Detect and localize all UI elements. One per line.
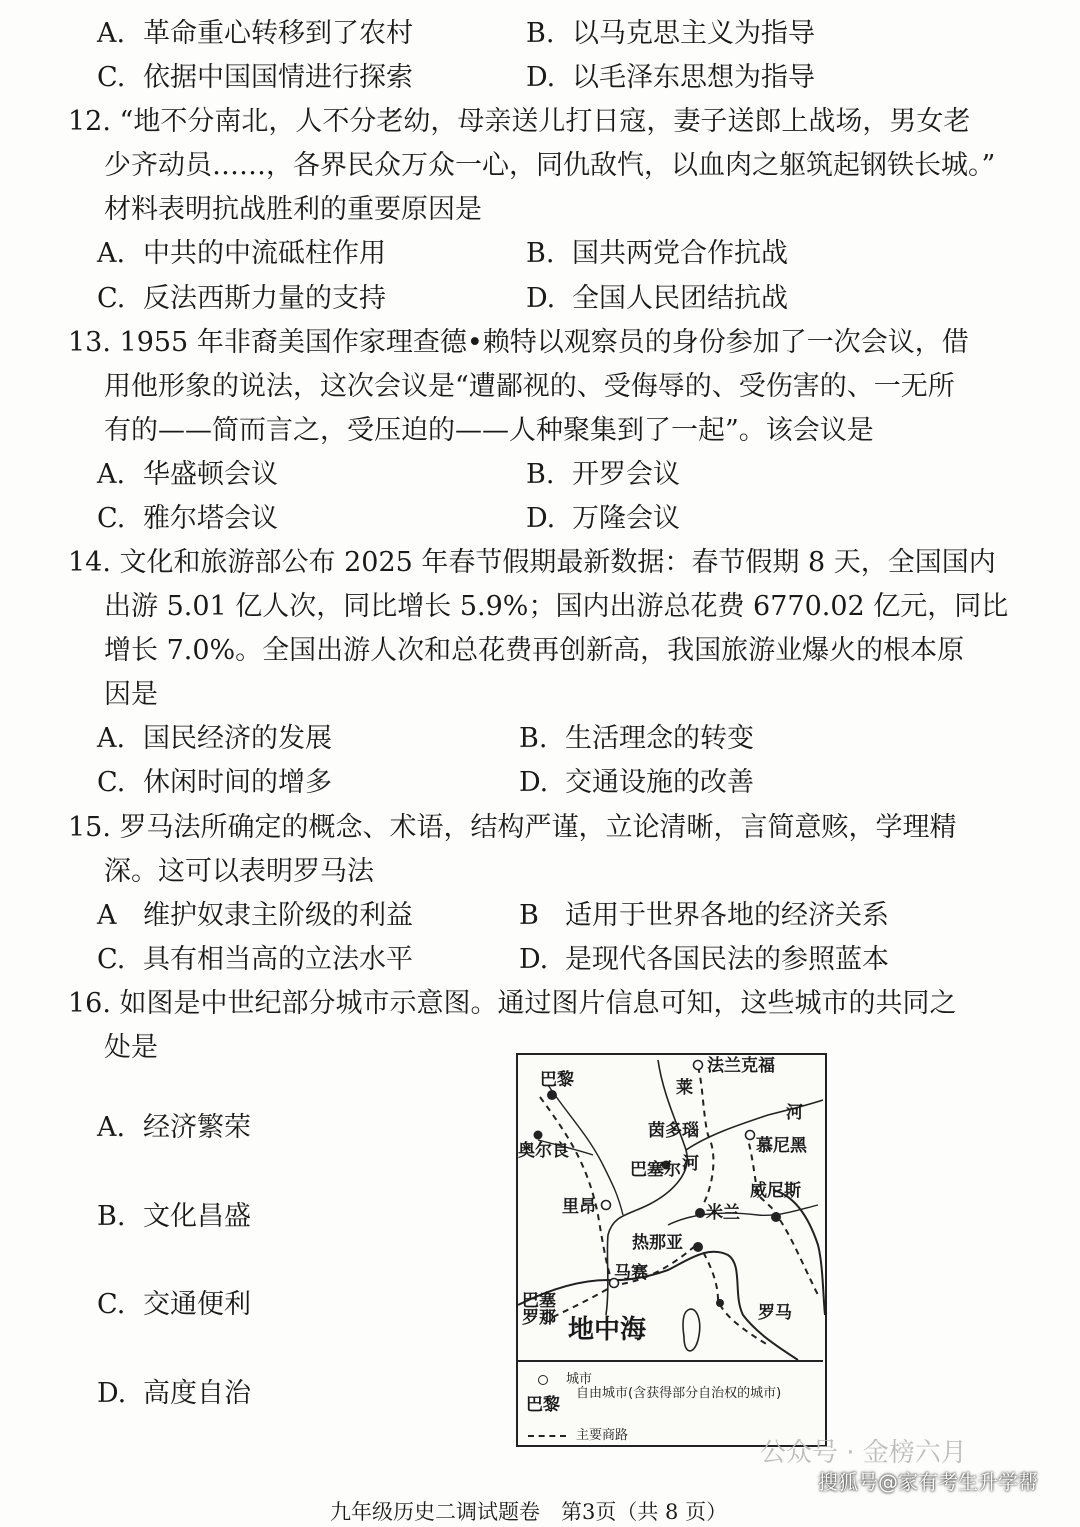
- q15-option-a: [97, 901, 413, 931]
- q13-option-b: [526, 460, 680, 490]
- medieval-cities-map: [516, 1053, 827, 1447]
- option-text: 具有相当高的立法水平: [143, 944, 413, 975]
- dashed-line-icon: [528, 1435, 566, 1437]
- map-label-paris: 巴黎: [540, 1070, 574, 1090]
- q11-option-b: [526, 19, 815, 49]
- coastline: [518, 1252, 798, 1360]
- q14-option-d: [519, 768, 754, 798]
- q14-option-c: [97, 768, 332, 798]
- option-text: 革命重心转移到了农村: [143, 18, 413, 49]
- open-circle-icon: [538, 1375, 548, 1385]
- option-key: D.: [526, 283, 556, 314]
- q11-option-c: [97, 63, 413, 93]
- option-text: 是现代各国民法的参照蓝本: [565, 944, 889, 975]
- city-marker-genoa: [693, 1242, 703, 1252]
- q14-stem-line-1: 14. 文化和旅游部公布 2025 年春节假期最新数据：春节假期 8 天，全国国内: [68, 547, 996, 578]
- option-key: D.: [519, 944, 549, 975]
- q15-option-b: [519, 901, 889, 931]
- option-text: 生活理念的转变: [565, 723, 754, 754]
- q15-stem-line-1: 15. 罗马法所确定的概念、术语，结构严谨，立论清晰，言简意赅，学理精: [68, 812, 957, 843]
- option-text: 高度自治: [143, 1378, 251, 1409]
- option-text: 反法西斯力量的支持: [143, 283, 386, 314]
- option-text: 经济繁荣: [143, 1112, 251, 1143]
- map-label-barcelona: 巴塞罗那: [522, 1291, 556, 1328]
- legend-route-label: 主要商路: [576, 1428, 629, 1443]
- city-marker-milan: [695, 1208, 705, 1218]
- q14-option-b: [519, 724, 754, 754]
- q14-stem-line-3: 增长 7.0%。全国出游人次和总花费再创新高，我国旅游业爆火的根本原: [104, 635, 965, 666]
- option-key: D.: [97, 1378, 127, 1409]
- q12-stem-line-3: 材料表明抗战胜利的重要原因是: [104, 194, 482, 225]
- legend-free-city: 自由城市(含获得部分自治权的城市): [576, 1386, 782, 1401]
- option-text: 国民经济的发展: [143, 723, 332, 754]
- legend-free-sample: 巴黎: [526, 1395, 560, 1415]
- page-footer: 九年级历史二调试题卷 第3页（共 8 页）: [330, 1500, 728, 1524]
- q16-option-c: [97, 1290, 251, 1320]
- q16-option-b: [97, 1202, 251, 1232]
- map-label-marseille: 马赛: [614, 1263, 648, 1283]
- map-label-danube: 茵多瑙: [648, 1121, 699, 1141]
- q11-option-a: [97, 19, 413, 49]
- city-marker-lyon: [602, 1201, 611, 1210]
- option-key: D.: [526, 62, 556, 93]
- adriatic-coast: [773, 1190, 825, 1315]
- q14-stem-line-2: 出游 5.01 亿人次，同比增长 5.9%；国内出游总花费 6770.02 亿元，同比: [104, 591, 1009, 622]
- option-key: B.: [519, 723, 548, 754]
- map-label-milan: 米兰: [706, 1203, 740, 1223]
- q12-option-b: [526, 239, 788, 269]
- option-key: B.: [526, 18, 555, 49]
- option-text: 万隆会议: [572, 503, 680, 534]
- option-key: B: [519, 900, 539, 931]
- sohu-source-tag: 搜狐号@家有考生升学帮: [818, 1470, 1038, 1494]
- map-label-genoa: 热那亚: [632, 1233, 683, 1253]
- q16-option-a: [97, 1113, 251, 1143]
- city-marker-venice: [771, 1212, 781, 1222]
- option-key: C.: [97, 767, 126, 798]
- city-marker-rome: [716, 1299, 724, 1307]
- map-label-mediterranean: 地中海: [568, 1315, 647, 1345]
- q13-stem-line-2: 用他形象的说法，这次会议是“遭鄙视的、受侮辱的、受伤害的、一无所: [104, 371, 955, 402]
- option-text: 依据中国国情进行探索: [143, 62, 413, 93]
- map-label-munich: 慕尼黑: [756, 1136, 807, 1156]
- q11-option-d: [526, 63, 815, 93]
- city-marker-munich: [746, 1131, 755, 1140]
- option-key: A.: [97, 1112, 126, 1143]
- option-text: 交通设施的改善: [565, 767, 754, 798]
- q13-option-d: [526, 504, 680, 534]
- option-text: 适用于世界各地的经济关系: [565, 900, 889, 931]
- map-label-frankfurt: 法兰克福: [707, 1056, 775, 1076]
- option-text: 中共的中流砥柱作用: [143, 238, 386, 269]
- q12-option-c: [97, 284, 386, 314]
- map-label-rome: 罗马: [758, 1303, 792, 1323]
- option-key: A.: [97, 459, 126, 490]
- option-text: 休闲时间的增多: [143, 767, 332, 798]
- q12-stem-line-2: 少齐动员……，各界民众万众一心，同仇敌忾，以血肉之躯筑起钢铁长城。”: [104, 150, 996, 181]
- option-text: 交通便利: [143, 1289, 251, 1320]
- option-text: 雅尔塔会议: [143, 503, 278, 534]
- legend-route: [528, 1424, 628, 1443]
- q13-stem-line-3: 有的——简而言之，受压迫的——人种聚集到了一起”。该会议是: [104, 415, 874, 446]
- map-label-lai: 莱: [676, 1078, 693, 1098]
- map-label-orleans: 奥尔良: [518, 1141, 569, 1161]
- option-text: 开罗会议: [572, 459, 680, 490]
- q15-option-c: [97, 945, 413, 975]
- option-key: D.: [526, 503, 556, 534]
- map-label-river-2: 河: [682, 1154, 699, 1174]
- option-key: C.: [97, 944, 126, 975]
- option-text: 维护奴隶主阶级的利益: [143, 900, 413, 931]
- q14-option-a: [97, 724, 332, 754]
- option-key: C.: [97, 503, 126, 534]
- option-key: A: [97, 900, 117, 931]
- wechat-watermark: 公众号 · 金榜六月: [760, 1438, 967, 1468]
- q15-stem-line-2: 深。这可以表明罗马法: [104, 856, 374, 887]
- option-text: 文化昌盛: [143, 1201, 251, 1232]
- q16-stem-line-2: 处是: [104, 1032, 158, 1063]
- option-key: C.: [97, 62, 126, 93]
- option-text: 以马克思主义为指导: [572, 18, 815, 49]
- q13-option-a: [97, 460, 278, 490]
- map-label-venice: 威尼斯: [750, 1181, 801, 1201]
- option-key: B.: [526, 459, 555, 490]
- option-key: B.: [97, 1201, 126, 1232]
- city-marker-frankfurt: [694, 1061, 703, 1070]
- map-label-lyon: 里昂: [562, 1197, 596, 1217]
- option-text: 国共两党合作抗战: [572, 238, 788, 269]
- q12-option-a: [97, 239, 386, 269]
- corsica-island: [683, 1309, 700, 1351]
- option-key: A.: [97, 723, 126, 754]
- option-text: 华盛顿会议: [143, 459, 278, 490]
- option-text: 以毛泽东思想为指导: [572, 62, 815, 93]
- city-marker-orleans: [534, 1131, 543, 1140]
- river-po: [668, 1205, 818, 1225]
- legend-city-label: 城市: [566, 1372, 593, 1387]
- q13-option-c: [97, 504, 278, 534]
- option-key: D.: [519, 767, 549, 798]
- q16-stem-line-1: 16. 如图是中世纪部分城市示意图。通过图片信息可知，这些城市的共同之: [68, 988, 957, 1019]
- legend-city: [538, 1368, 592, 1387]
- q14-stem-line-4: 因是: [104, 679, 158, 710]
- option-text: 全国人民团结抗战: [572, 283, 788, 314]
- option-key: C.: [97, 1289, 126, 1320]
- option-key: A.: [97, 18, 126, 49]
- q16-option-d: [97, 1379, 251, 1409]
- q12-option-d: [526, 284, 788, 314]
- map-label-basel: 巴塞尔: [630, 1160, 681, 1180]
- q13-stem-line-1: 13. 1955 年非裔美国作家理查德•赖特以观察员的身份参加了一次会议，借: [68, 327, 969, 358]
- q12-stem-line-1: 12. “地不分南北，人不分老幼，母亲送儿打日寇，妻子送郎上战场，男女老: [68, 106, 971, 137]
- map-label-river-1: 河: [786, 1103, 803, 1123]
- option-key: A.: [97, 238, 126, 269]
- option-key: C.: [97, 283, 126, 314]
- option-key: B.: [526, 238, 555, 269]
- q15-option-d: [519, 945, 889, 975]
- city-marker-paris: [547, 1090, 557, 1100]
